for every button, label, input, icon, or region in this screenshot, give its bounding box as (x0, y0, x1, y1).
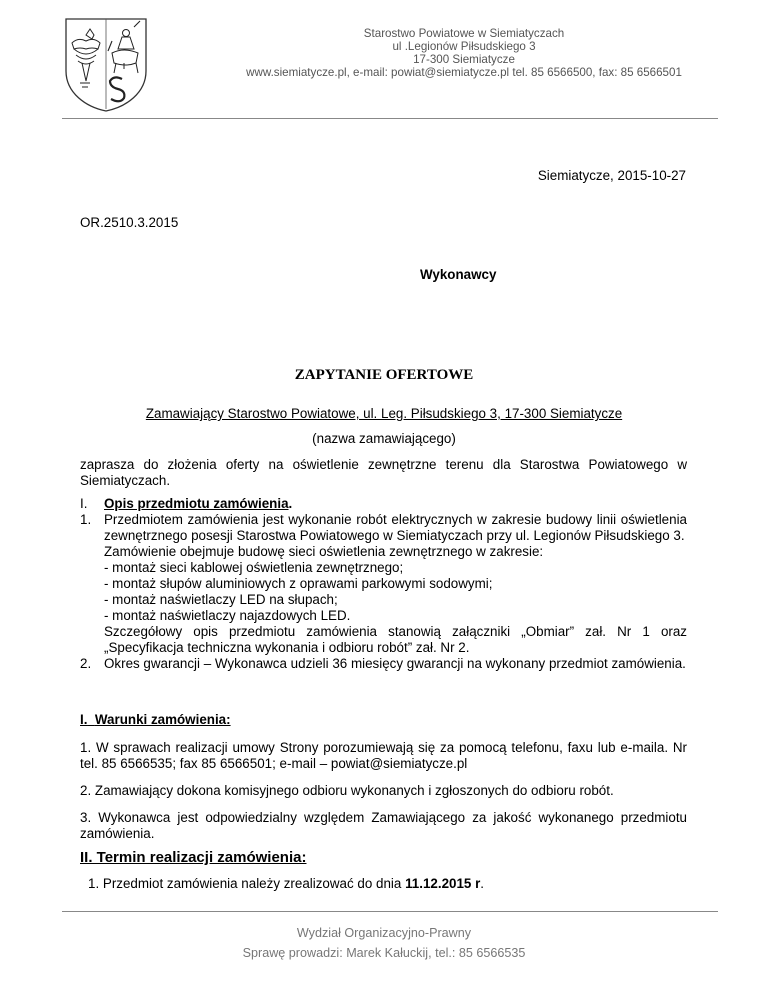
scope-item: - montaż sieci kablowej oświetlenia zewnętrznego; (104, 560, 404, 575)
item2-marker: 2. (80, 656, 92, 671)
deadline-prefix: 1. Przedmiot zamówienia należy zrealizować do dnia (88, 876, 406, 891)
header-divider (62, 118, 718, 119)
coat-of-arms-logo (60, 13, 152, 113)
condition-point-1: 1. W sprawach realizacji umowy Strony porozumiewają się za pomocą telefonu, faxu lub e-maila. Nr tel. 85 6566535; fax 85 6566501; e-mail – powiat@siemiatycze.pl (80, 740, 687, 771)
addressee: Wykonawcy (420, 267, 497, 282)
footer-divider (62, 911, 718, 912)
scope-item: - montaż naświetlaczy LED na słupach; (104, 592, 338, 607)
section1-title-dot: . (288, 496, 293, 511)
condition-point-2: 2. Zamawiający dokona komisyjnego odbioru wykonanych i zgłoszonych do odbioru robót. (80, 783, 614, 798)
scope-item: - montaż naświetlaczy najazdowych LED. (104, 608, 351, 623)
document-title: ZAPYTANIE OFERTOWE (294, 367, 474, 383)
intro-paragraph: zaprasza do złożenia oferty na oświetlenie zewnętrzne terenu dla Starostwa Powiatowego w Siemiatyczach. (80, 457, 687, 488)
date-line: Siemiatycze, 2015-10-27 (537, 168, 686, 183)
deadline-date: 11.12.2015 r (405, 876, 481, 891)
section1-marker: I. (80, 496, 88, 511)
footer-handler: Sprawę prowadzi: Marek Kałuckij, tel.: 85 6566535 (242, 946, 526, 960)
coat-of-arms-icon (60, 13, 152, 113)
section2-title: Warunki zamówienia: (94, 712, 231, 727)
item1-marker: 1. (80, 512, 92, 527)
contracting-caption: (nazwa zamawiającego) (312, 431, 456, 446)
reference-number: OR.2510.3.2015 (80, 215, 179, 230)
contracting-authority: Zamawiający Starostwo Powiatowe, ul. Leg. Piłsudskiego 3, 17-300 Siemiatycze (145, 406, 623, 421)
section1-heading (80, 496, 292, 512)
item1-scope-intro: Zamówienie obejmuje budowę sieci oświetlenia zewnętrznego w zakresie: (104, 544, 544, 559)
deadline-suffix: . (480, 876, 485, 891)
footer-department: Wydział Organizacyjno-Prawny (296, 926, 472, 940)
item1-details: Szczegółowy opis przedmiotu zamówienia stanowią załączniki „Obmiar” zał. Nr 1 oraz „Specyfikacja techniczna wykonania i odbioru robót” zał. Nr 2. (104, 624, 687, 655)
deadline-line (88, 876, 484, 892)
section1-item1 (80, 512, 687, 672)
header-contacts: www.siemiatycze.pl, e-mail: powiat@siemiatycze.pl tel. 85 6566500, fax: 85 6566501 (246, 66, 682, 79)
header-org-name: Starostwo Powiatowe w Siemiatyczach (363, 27, 565, 40)
condition-point-3: 3. Wykonawca jest odpowiedzialny względem Zamawiającego za jakość wykonanego przedmiotu zamówienia. (80, 810, 687, 841)
item2-text: Okres gwarancji – Wykonawca udzieli 36 miesięcy gwarancji na wykonany przedmiot zamówienia. (104, 656, 686, 671)
header-postal: 17-300 Siemiatycze (413, 53, 515, 66)
section1-title: Opis przedmiotu zamówienia (104, 496, 289, 511)
section2-marker: I. (80, 712, 88, 727)
scope-item: - montaż słupów aluminiowych z oprawami parkowymi sodowymi; (104, 576, 493, 591)
header-street: ul .Legionów Piłsudskiego 3 (392, 40, 536, 53)
item1-text: Przedmiotem zamówienia jest wykonanie robót elektrycznych w zakresie budowy linii oświetlenia zewnętrznego posesji Starostwa Powiatowego w Siemiatyczach przy ul. Legionów Piłsudskiego 3. (104, 512, 687, 543)
section3-heading: II. Termin realizacji zamówienia: (80, 849, 307, 866)
section2-heading (80, 712, 231, 728)
